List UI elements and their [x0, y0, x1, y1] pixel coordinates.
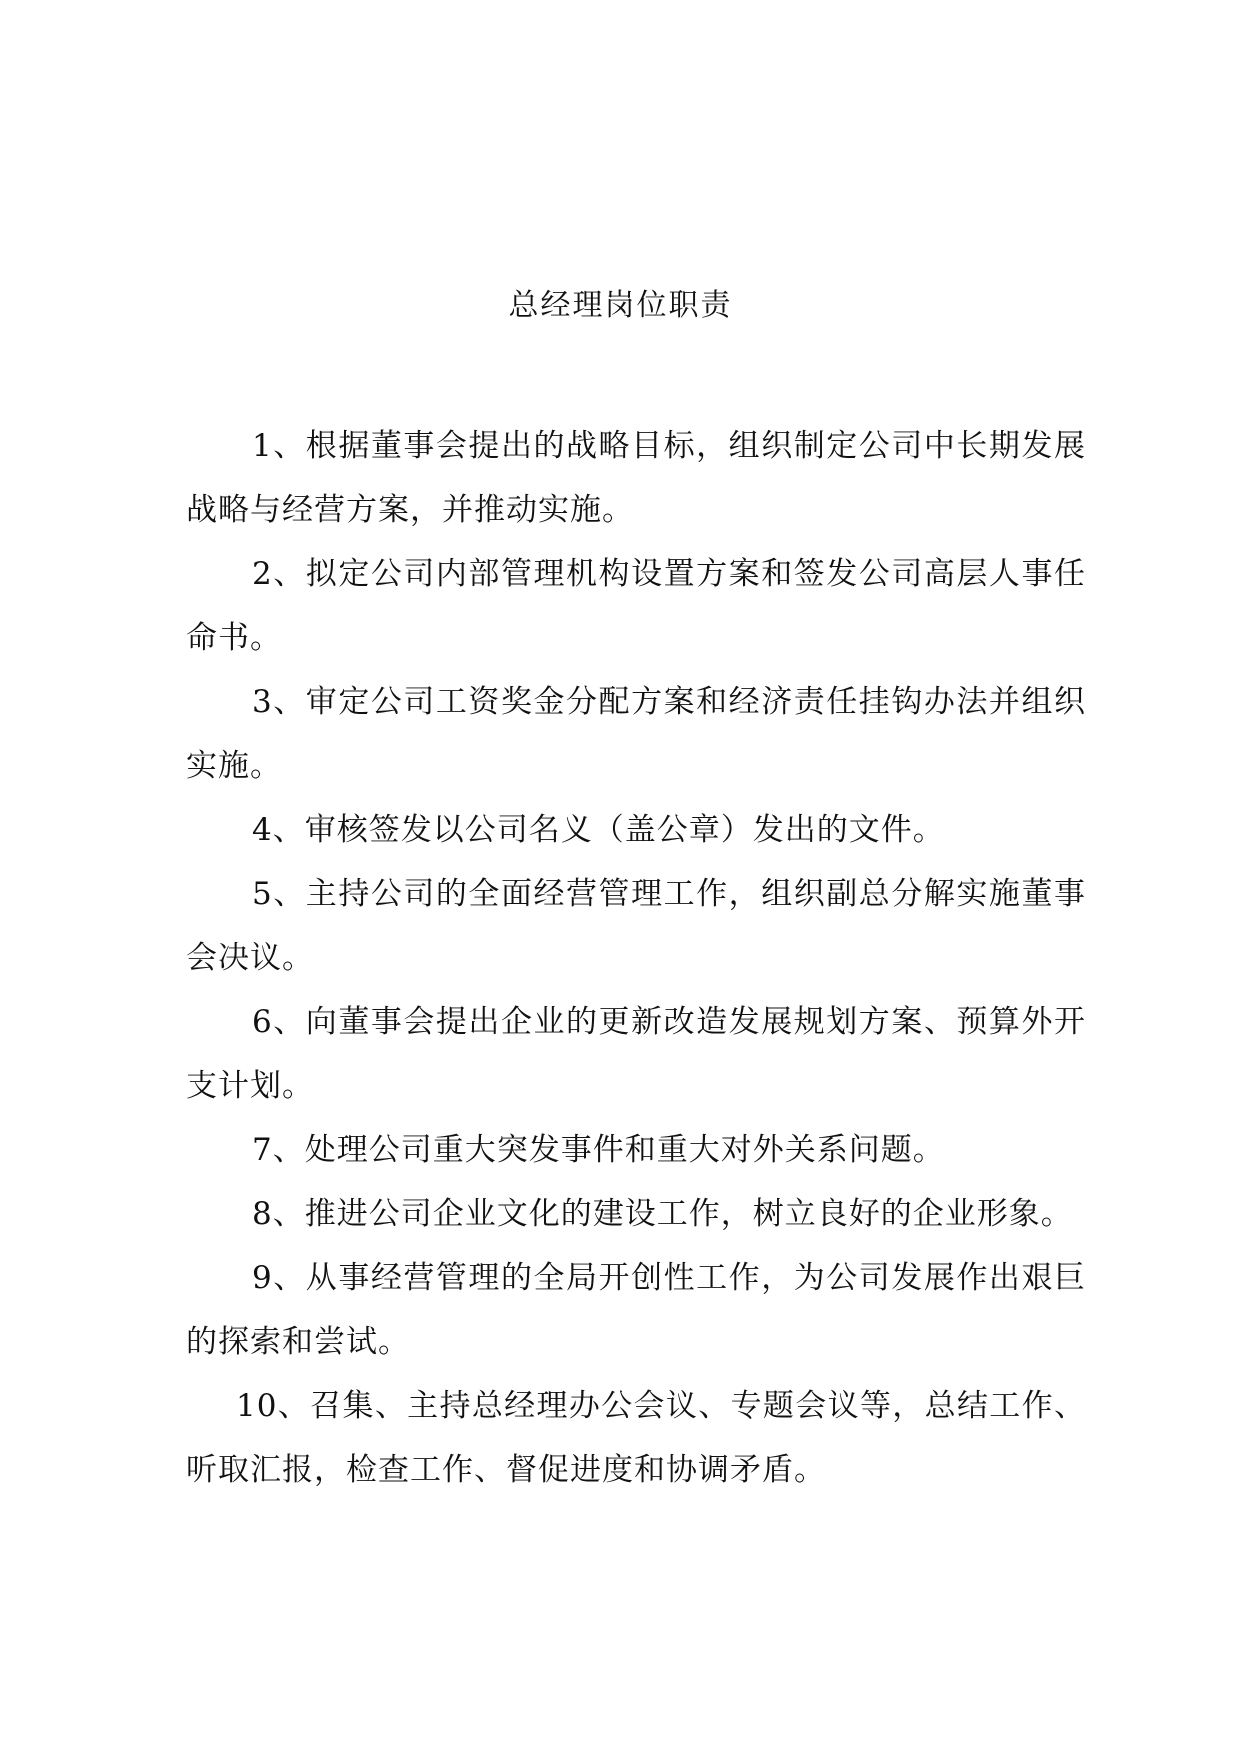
duty-item-6: 6、向董事会提出企业的更新改造发展规划方案、预算外开支计划。: [186, 1004, 1086, 1104]
duty-item-3: 3、审定公司工资奖金分配方案和经济责任挂钩办法并组织实施。: [186, 684, 1086, 784]
duty-item-8: 8、推进公司企业文化的建设工作，树立良好的企业形象。: [252, 1196, 1073, 1232]
duty-item-7: 7、处理公司重大突发事件和重大对外关系问题。: [252, 1132, 945, 1168]
document-title: 总经理岗位职责: [508, 288, 733, 323]
duty-item-10: 10、召集、主持总经理办公会议、专题会议等，总结工作、听取汇报，检查工作、督促进度和协调矛盾。: [186, 1388, 1086, 1488]
duty-item-9: 9、从事经营管理的全局开创性工作，为公司发展作出艰巨的探索和尝试。: [186, 1260, 1086, 1360]
duty-item-5: 5、主持公司的全面经营管理工作，组织副总分解实施董事会决议。: [186, 876, 1086, 976]
duty-item-4: 4、审核签发以公司名义（盖公章）发出的文件。: [252, 812, 945, 848]
duties-list: [186, 414, 1086, 1502]
duty-item-1: 1、根据董事会提出的战略目标，组织制定公司中长期发展战略与经营方案，并推动实施。: [186, 428, 1086, 528]
duty-item-2: 2、拟定公司内部管理机构设置方案和签发公司高层人事任命书。: [186, 556, 1086, 656]
